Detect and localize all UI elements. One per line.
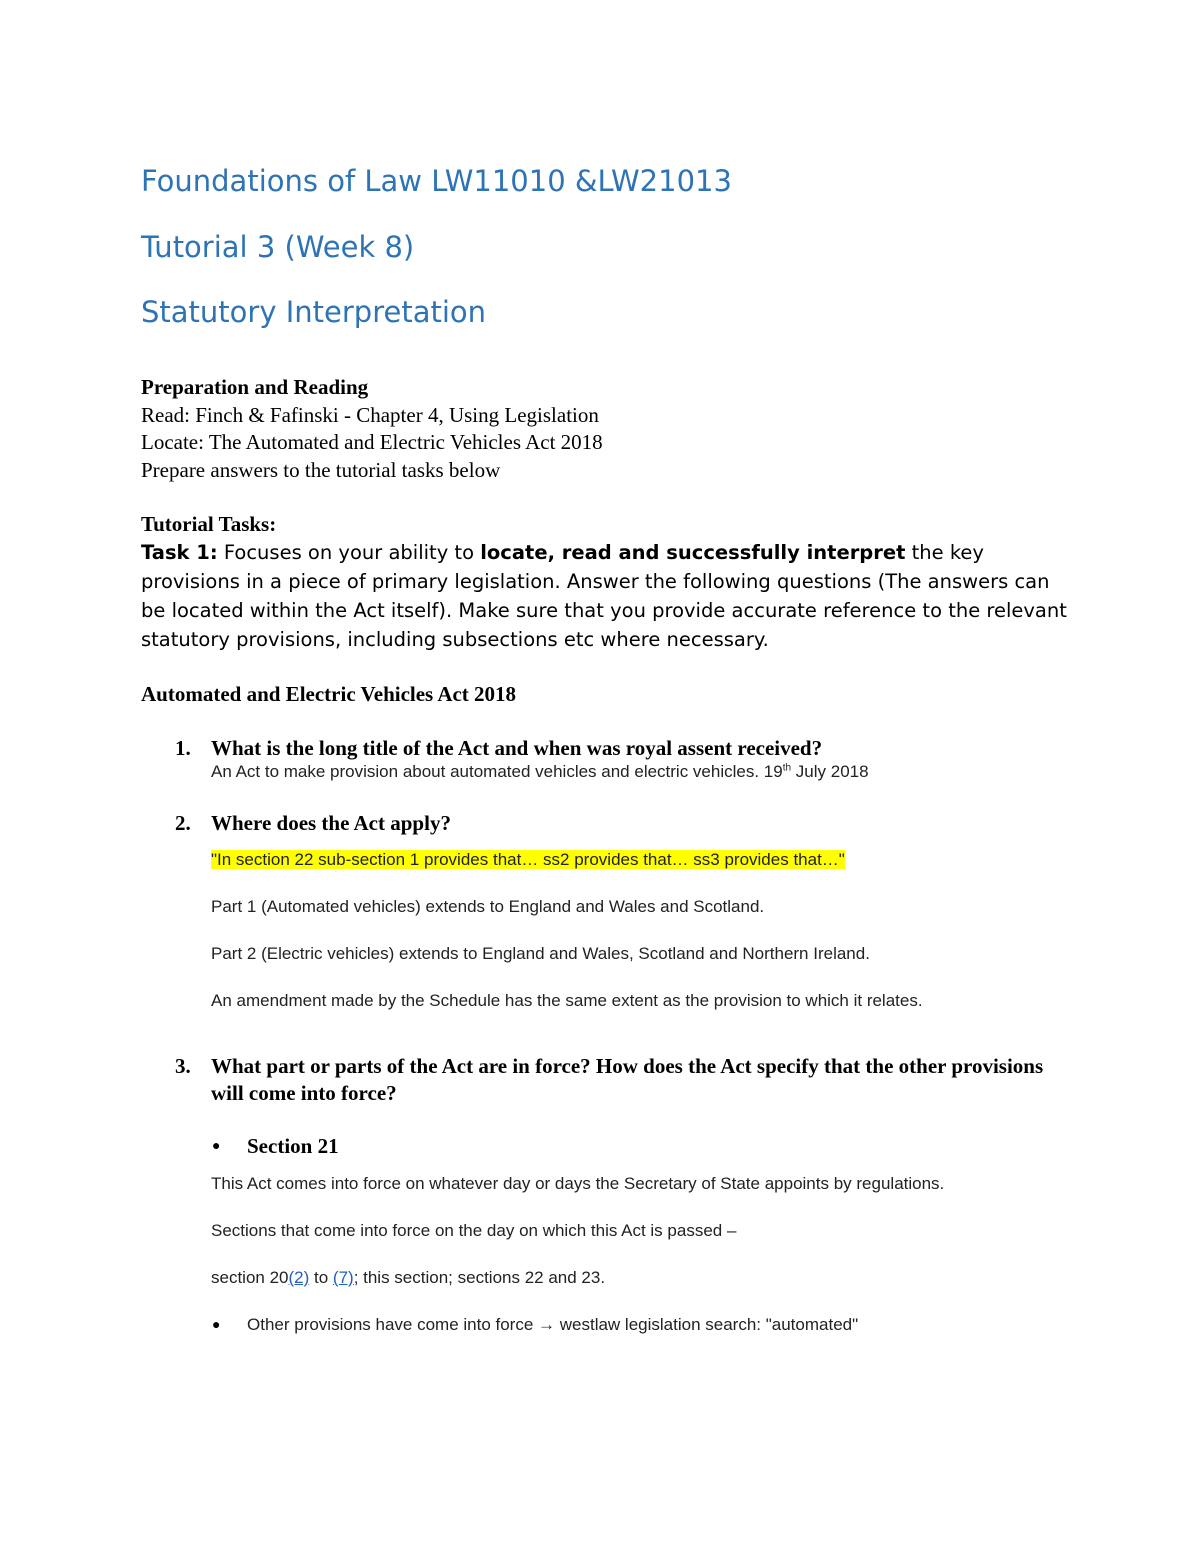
bullet-icon: ●: [212, 1139, 221, 1154]
answer-3-para2: Sections that come into force on the day on which this Act is passed –: [211, 1221, 737, 1240]
subsection-2-link[interactable]: (2): [288, 1268, 310, 1287]
answer-3-para3: [211, 1268, 605, 1288]
tasks-heading: Tutorial Tasks:: [141, 512, 277, 536]
act-heading: Automated and Electric Vehicles Act 2018: [141, 682, 517, 706]
preparation-heading: Preparation and Reading: [141, 375, 369, 399]
answer-1-text-b: July 2018: [791, 762, 869, 781]
prep-line-prepare: Prepare answers to the tutorial tasks below: [141, 458, 501, 482]
task1-bold: locate, read and successfully interpret: [480, 541, 906, 564]
answer-1-sup: th: [782, 762, 792, 774]
answer-2-schedule: An amendment made by the Schedule has the same extent as the provision to which it relates.: [211, 991, 923, 1010]
subsection-7-link[interactable]: (7): [332, 1268, 354, 1287]
bullet-section-21: Section 21: [247, 1134, 339, 1158]
para3-text-a: section 20: [211, 1268, 289, 1287]
answer-3-para1: This Act comes into force on whatever day or days the Secretary of State appoints by regulations.: [211, 1174, 945, 1193]
tutorial-title: Tutorial 3 (Week 8): [141, 230, 415, 264]
course-title: Foundations of Law LW11010 &LW21013: [141, 164, 732, 198]
question-3-text: What part or parts of the Act are in force? How does the Act specify that the other provisions will come into force?: [211, 1054, 1044, 1105]
para3-text-b: to: [309, 1268, 333, 1287]
question-1-number: 1.: [175, 736, 191, 760]
bullet-other-provisions: Other provisions have come into force → westlaw legislation search: "automated": [247, 1315, 859, 1334]
prep-line-locate: Locate: The Automated and Electric Vehicles Act 2018: [141, 430, 603, 454]
highlighted-text: "In section 22 sub-section 1 provides that… ss2 provides that… ss3 provides that…": [211, 850, 845, 869]
answer-2-part2: Part 2 (Electric vehicles) extends to England and Wales, Scotland and Northern Ireland.: [211, 944, 870, 963]
para3-text-c: ; this section; sections 22 and 23.: [353, 1268, 606, 1287]
task1-text-a: Focuses on your ability to: [217, 541, 481, 564]
answer-2-highlight: [211, 850, 845, 870]
answer-2-part1: Part 1 (Automated vehicles) extends to England and Wales and Scotland.: [211, 897, 765, 916]
question-2-text: Where does the Act apply?: [211, 811, 451, 835]
answer-1: [211, 762, 869, 782]
prep-line-read: Read: Finch & Fafinski - Chapter 4, Using Legislation: [141, 403, 599, 427]
question-2-number: 2.: [175, 811, 191, 835]
question-3-number: 3.: [175, 1054, 191, 1078]
task1-paragraph: [141, 538, 1071, 654]
task1-label: Task 1:: [141, 541, 218, 564]
question-1-text: What is the long title of the Act and when was royal assent received?: [211, 736, 823, 760]
task1-text-b: the key provisions in a piece of primary legislation. Answer the following questions (The answers can be located within the Act itself). Make sure that you provide accurate reference to the relevant statutory provisions, including subsections etc where necessary.: [141, 541, 1067, 651]
answer-1-text-a: An Act to make provision about automated vehicles and electric vehicles. 19: [211, 762, 783, 781]
topic-title: Statutory Interpretation: [141, 295, 487, 329]
bullet-icon: ●: [212, 1318, 221, 1333]
